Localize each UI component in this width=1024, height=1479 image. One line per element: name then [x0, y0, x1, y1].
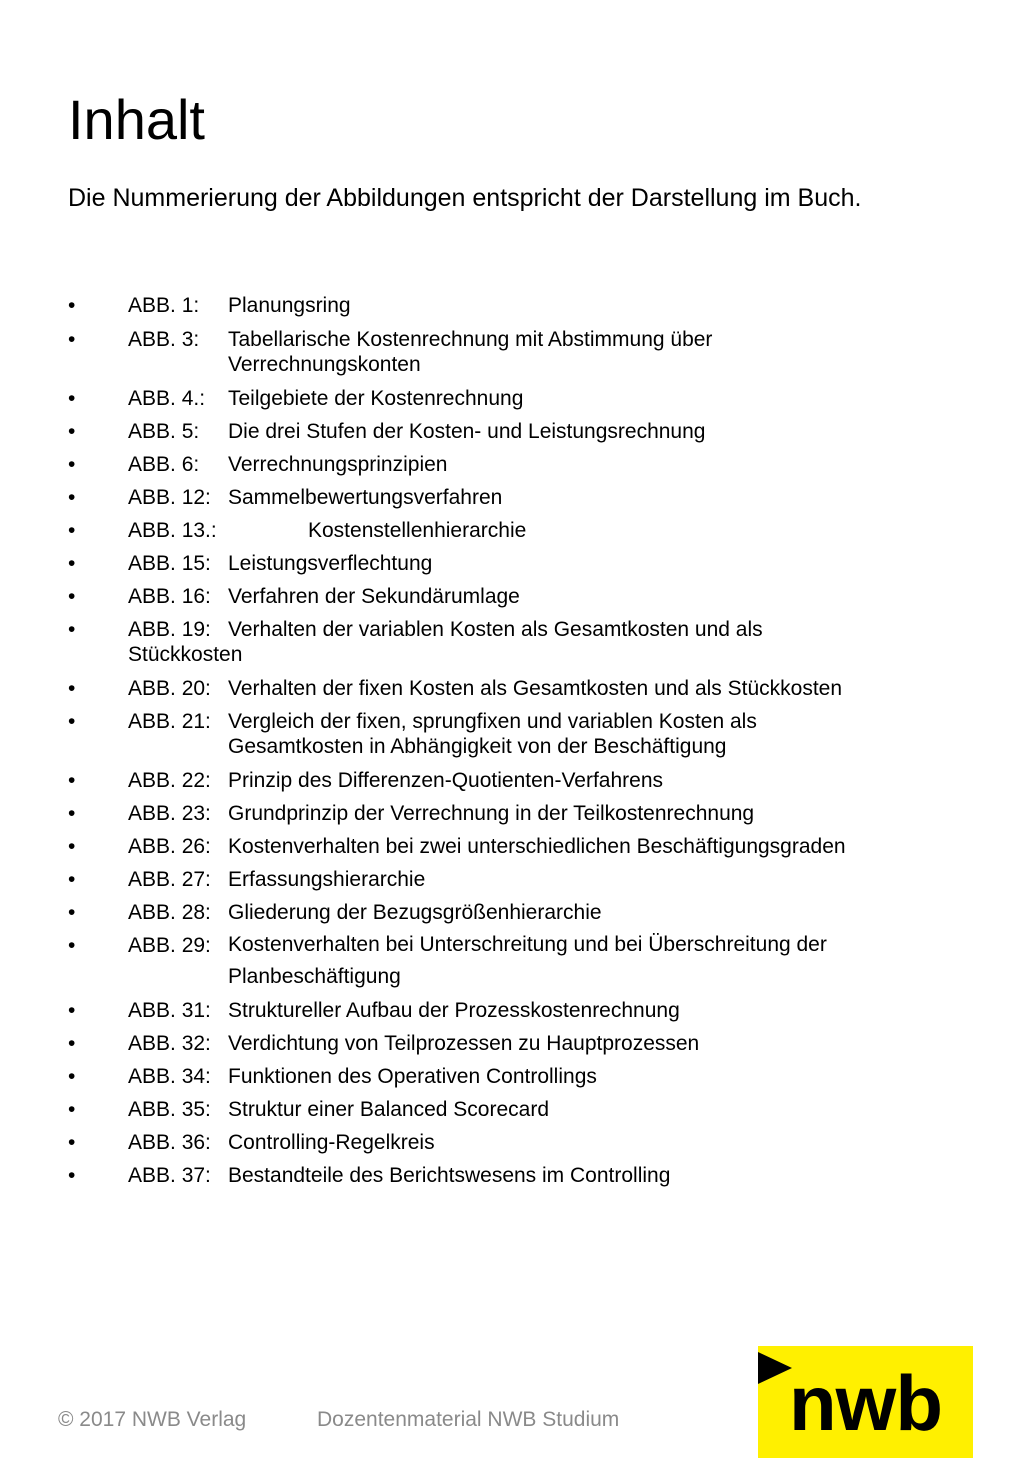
toc-item: [68, 867, 968, 892]
bullet: •: [68, 486, 76, 509]
toc-title: Controlling-Regelkreis: [228, 1131, 435, 1154]
toc-title: Funktionen des Operativen Controllings: [228, 1065, 597, 1088]
toc-item: [68, 551, 968, 576]
toc-title: Verhalten der fixen Kosten als Gesamtkosten und als Stückkosten: [228, 677, 843, 700]
toc-title: Kostenstellenhierarchie: [308, 519, 527, 542]
toc-title: Struktureller Aufbau der Prozesskostenrechnung: [228, 999, 680, 1022]
bullet: •: [68, 999, 76, 1022]
bullet: •: [68, 868, 76, 891]
toc-abb-number: ABB. 32:: [128, 1032, 211, 1055]
bullet: •: [68, 1065, 76, 1088]
bullet: •: [68, 420, 76, 443]
toc-abb-number: ABB. 4.:: [128, 387, 206, 410]
toc-title-text: Verhalten der variablen Kosten als Gesamtkosten und als Stückkosten: [128, 618, 763, 666]
bullet: •: [68, 802, 76, 825]
toc-abb-number: ABB. 37:: [128, 1164, 211, 1187]
toc-abb-number: ABB. 5:: [128, 420, 200, 443]
toc-item: [68, 584, 968, 609]
toc-item: [68, 293, 968, 318]
toc-title: Teilgebiete der Kostenrechnung: [228, 387, 524, 410]
toc-item: [68, 900, 968, 925]
toc-abb-number: ABB. 23:: [128, 802, 211, 825]
toc-abb-number: ABB. 29:: [128, 934, 211, 957]
toc-item: [68, 676, 968, 701]
toc-abb-number: ABB. 28:: [128, 901, 211, 924]
toc-title: Kostenverhalten bei Unterschreitung und bei Überschreitung der Planbeschäftigung: [228, 933, 827, 988]
toc-title: Erfassungshierarchie: [228, 868, 426, 891]
toc-title: Verdichtung von Teilprozessen zu Hauptprozessen: [228, 1032, 700, 1055]
toc-item: [68, 1163, 968, 1188]
toc-title: Verrechnungsprinzipien: [228, 453, 448, 476]
toc-title: [128, 617, 818, 667]
page-subtitle: Die Nummerierung der Abbildungen entspricht der Darstellung im Buch.: [68, 184, 862, 212]
bullet: •: [68, 1164, 76, 1187]
toc-item: [68, 1064, 968, 1089]
toc-item: [68, 998, 968, 1023]
logo-text: nwb: [789, 1359, 942, 1447]
bullet: •: [68, 453, 76, 476]
toc-item: [68, 768, 968, 793]
footer-copyright: © 2017 NWB Verlag: [58, 1408, 247, 1431]
toc-item: [68, 933, 968, 997]
toc-abb-number: ABB. 6:: [128, 453, 200, 476]
toc-abb-number: ABB. 26:: [128, 835, 211, 858]
nwb-logo: [758, 1346, 973, 1458]
toc-abb-number: ABB. 21:: [128, 710, 211, 733]
toc-item: [68, 386, 968, 411]
toc-title: Kostenverhalten bei zwei unterschiedlichen Beschäftigungsgraden: [228, 835, 846, 858]
toc-abb-number: ABB. 12:: [128, 486, 211, 509]
bullet: •: [68, 835, 76, 858]
toc-item: [68, 452, 968, 477]
bullet: •: [68, 1098, 76, 1121]
page-title: Inhalt: [68, 88, 205, 151]
toc-item: [68, 801, 968, 826]
toc-item: [68, 709, 968, 759]
toc-abb-number: ABB. 22:: [128, 769, 211, 792]
toc-abb-number: ABB. 34:: [128, 1065, 211, 1088]
bullet: •: [68, 552, 76, 575]
toc-title: Die drei Stufen der Kosten- und Leistungsrechnung: [228, 420, 706, 443]
bullet: •: [68, 519, 76, 542]
toc-title: Sammelbewertungsverfahren: [228, 486, 503, 509]
bullet: •: [68, 585, 76, 608]
toc-title: Gliederung der Bezugsgrößenhierarchie: [228, 901, 602, 924]
bullet: •: [68, 677, 76, 700]
toc-title: Struktur einer Balanced Scorecard: [228, 1098, 549, 1121]
toc-abb-number: ABB. 1:: [128, 294, 200, 317]
bullet: •: [68, 294, 76, 317]
toc-item: [68, 518, 968, 543]
toc-item: [68, 834, 968, 859]
bullet: •: [68, 710, 76, 733]
toc-title: Tabellarische Kostenrechnung mit Abstimmung über Verrechnungskonten: [228, 328, 713, 376]
bullet: •: [68, 618, 76, 641]
toc-title: Prinzip des Differenzen-Quotienten-Verfahrens: [228, 769, 664, 792]
toc-title: Grundprinzip der Verrechnung in der Teilkostenrechnung: [228, 802, 755, 825]
toc-item: [68, 1130, 968, 1155]
footer-material-label: Dozentenmaterial NWB Studium: [317, 1408, 620, 1431]
toc-title: Bestandteile des Berichtswesens im Controlling: [228, 1164, 671, 1187]
bullet: •: [68, 387, 76, 410]
bullet: •: [68, 769, 76, 792]
toc-item: [68, 419, 968, 444]
bullet: •: [68, 901, 76, 924]
bullet: •: [68, 1032, 76, 1055]
toc-abb-number: ABB. 31:: [128, 999, 211, 1022]
toc-abb-number: ABB. 19:: [128, 618, 211, 641]
toc-item: [68, 617, 968, 667]
bullet: •: [68, 1131, 76, 1154]
toc-title: Vergleich der fixen, sprungfixen und variablen Kosten als Gesamtkosten in Abhängigkeit von der Beschäftigung: [228, 710, 757, 758]
toc-title: Planungsring: [228, 294, 351, 317]
toc-abb-number: ABB. 20:: [128, 677, 211, 700]
toc-item: [68, 1031, 968, 1056]
toc-title: Leistungsverflechtung: [228, 552, 433, 575]
bullet: •: [68, 934, 76, 957]
toc-abb-number: ABB. 36:: [128, 1131, 211, 1154]
toc-title: Verfahren der Sekundärumlage: [228, 585, 520, 608]
bullet: •: [68, 328, 76, 351]
toc-abb-number: ABB. 16:: [128, 585, 211, 608]
toc-item: [68, 1097, 968, 1122]
toc-abb-number: ABB. 3:: [128, 328, 200, 351]
toc-abb-number: ABB. 35:: [128, 1098, 211, 1121]
toc-item: [68, 327, 968, 377]
toc-abb-number: ABB. 15:: [128, 552, 211, 575]
toc-abb-number: ABB. 27:: [128, 868, 211, 891]
toc-abb-number: ABB. 13.:: [128, 519, 217, 542]
toc-item: [68, 485, 968, 510]
